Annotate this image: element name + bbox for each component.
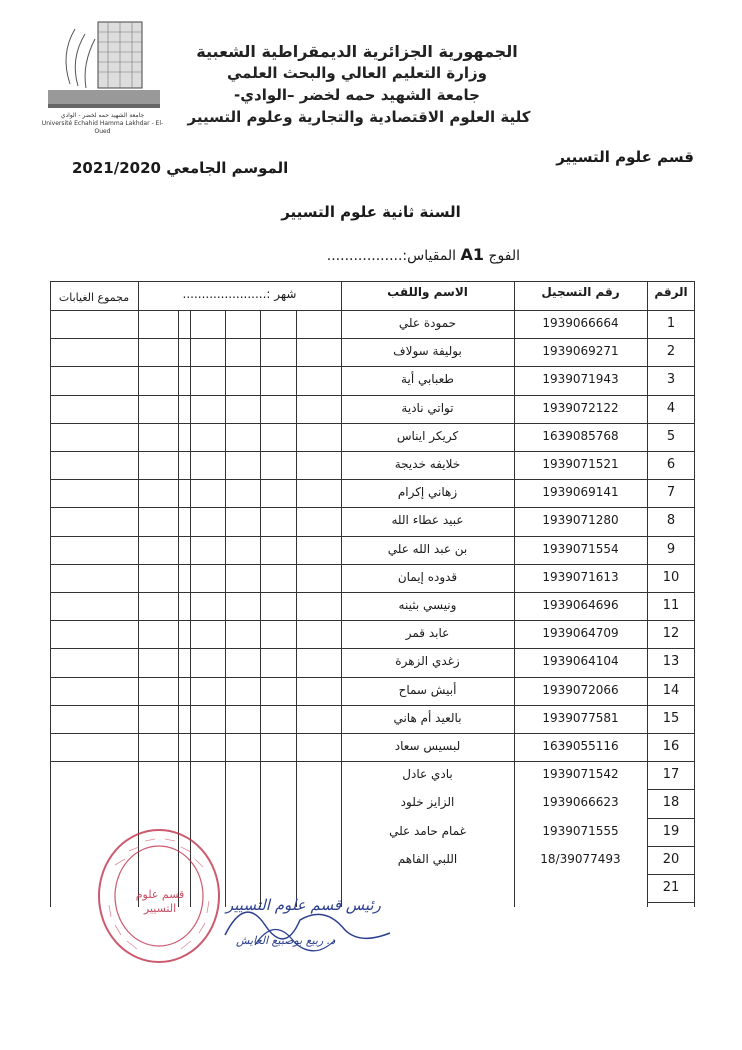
student-name: الزايز خلود <box>400 795 455 810</box>
row-number: 20 <box>662 851 680 867</box>
registration-number: 1939077581 <box>542 710 619 725</box>
column-header-number: الرقم <box>654 285 688 299</box>
registration-number: 1939064696 <box>542 598 619 612</box>
table-gridline <box>50 451 695 452</box>
student-name: طعبابي أية <box>401 372 454 387</box>
row-number: 1 <box>666 316 676 331</box>
registration-number: 18/39077493 <box>540 851 621 866</box>
signature-name: د. ربيع بوصبيع العايش <box>236 934 336 947</box>
student-name: زهاني إكرام <box>397 485 458 500</box>
table-gridline <box>50 479 695 480</box>
signature-title: رئيس قسم علوم التسيير <box>226 896 381 914</box>
row-number: 18 <box>662 795 680 811</box>
row-number: 11 <box>662 598 680 613</box>
column-header-registration: رقم التسجيل <box>541 285 620 299</box>
table-gridline <box>50 310 695 311</box>
row-number: 5 <box>666 428 676 444</box>
logo-caption <box>40 112 165 136</box>
table-gridline <box>50 338 695 339</box>
registration-number: 1939064709 <box>542 626 619 641</box>
registration-number: 1939071542 <box>542 767 619 782</box>
row-number: 21 <box>662 880 680 895</box>
student-name: تواتي نادية <box>401 400 454 415</box>
registration-number: 1939069271 <box>542 344 619 359</box>
row-number: 4 <box>666 400 676 416</box>
student-name: بادي عادل <box>402 767 453 782</box>
department-label: قسم علوم التسيير <box>556 148 694 166</box>
table-gridline <box>50 620 695 621</box>
registration-number: 1939071554 <box>542 541 619 556</box>
table-gridline <box>50 733 695 734</box>
student-name: عبيد عطاء الله <box>391 513 464 528</box>
student-name: غمام حامد علي <box>389 823 466 838</box>
table-gridline <box>50 395 695 396</box>
registration-number: 1939064104 <box>542 654 619 669</box>
registration-number: 1939072122 <box>542 400 619 415</box>
attendance-table <box>50 281 695 907</box>
table-gridline <box>50 507 695 508</box>
registration-number: 1639055116 <box>542 739 619 753</box>
row-number: 8 <box>666 513 676 529</box>
registration-number: 1939071943 <box>542 372 619 387</box>
row-number: 17 <box>662 767 680 783</box>
registration-number: 1939071521 <box>542 457 619 471</box>
student-name: حمودة علي <box>398 316 457 330</box>
group-subject-line <box>327 245 520 264</box>
student-name: بن عبد الله علي <box>387 541 468 556</box>
table-gridline <box>50 677 695 678</box>
header-university: جامعة الشهيد حمه لخضر –الوادي- <box>234 86 480 104</box>
row-number: 16 <box>662 739 680 754</box>
row-number: 9 <box>666 541 676 557</box>
header-faculty: كلية العلوم الاقتصادية والتجارية وعلوم التسيير <box>187 108 531 126</box>
table-gridline <box>50 705 695 706</box>
table-gridline <box>178 310 179 907</box>
student-name: لبسيس سعاد <box>394 739 461 753</box>
table-gridline <box>50 281 695 282</box>
registration-number: 1939066664 <box>542 316 619 330</box>
student-name: اللبي الفاهم <box>397 851 458 866</box>
table-gridline <box>50 423 695 424</box>
row-number: 2 <box>666 344 676 360</box>
year-title: السنة ثانية علوم التسيير <box>281 203 461 221</box>
registration-number: 1939071613 <box>542 569 619 584</box>
table-gridline <box>190 310 191 907</box>
column-header-month: شهر :...................... <box>182 287 297 301</box>
row-number: 7 <box>666 485 676 501</box>
table-gridline <box>647 902 695 903</box>
row-number: 19 <box>662 823 680 839</box>
student-name: كريكر ايناس <box>396 428 459 443</box>
student-name: ونيسي بثينه <box>398 598 457 612</box>
logo-caption-french: Université Echahid Hamma Lakhdar - El-Oued <box>41 120 164 135</box>
registration-number: 1939066623 <box>542 795 619 810</box>
table-gridline <box>50 281 51 907</box>
table-gridline <box>50 592 695 593</box>
logo-caption-arabic: جامعة الشهيد حمه لخضر - الوادي <box>60 112 145 119</box>
table-gridline <box>50 648 695 649</box>
row-number: 12 <box>662 626 680 642</box>
table-gridline <box>647 874 695 875</box>
group-value: A1 <box>460 245 485 264</box>
student-name: بالعيد أم هاني <box>393 710 462 725</box>
table-gridline <box>50 366 695 367</box>
header-ministry: وزارة التعليم العالي والبحث العلمي <box>226 64 488 82</box>
student-name: زغدي الزهرة <box>395 654 460 669</box>
registration-number: 1939069141 <box>542 485 619 500</box>
table-gridline <box>225 310 226 907</box>
table-gridline <box>260 310 261 907</box>
table-gridline <box>50 564 695 565</box>
table-gridline <box>647 789 695 790</box>
student-name: قدوده إيمان <box>397 569 458 584</box>
subject-label: المقياس:................. <box>326 248 457 264</box>
row-number: 13 <box>662 654 680 670</box>
registration-number: 1939071280 <box>542 513 619 528</box>
table-gridline <box>647 818 695 819</box>
row-number: 14 <box>662 682 680 698</box>
row-number: 15 <box>662 710 680 726</box>
column-header-name: الاسم واللقب <box>387 285 468 299</box>
table-gridline <box>296 310 297 907</box>
row-number: 10 <box>662 569 680 585</box>
student-name: أبيش سماح <box>398 682 457 697</box>
student-name: عابد قمر <box>405 626 450 641</box>
row-number: 6 <box>666 457 676 472</box>
table-gridline <box>138 281 139 907</box>
academic-season: الموسم الجامعي 2021/2020 <box>72 159 289 177</box>
table-gridline <box>647 846 695 847</box>
column-header-total-absences: مجموع الغيابات <box>58 291 130 304</box>
group-label: الفوج <box>488 248 520 264</box>
row-number: 3 <box>666 372 676 388</box>
header-republic: الجمهورية الجزائرية الديمقراطية الشعبية <box>196 42 518 61</box>
table-gridline <box>50 761 695 762</box>
student-name: بوليفة سولاف <box>393 344 462 359</box>
registration-number: 1939071555 <box>542 823 619 838</box>
registration-number: 1639085768 <box>542 428 619 443</box>
student-name: خلايفه خديجة <box>394 457 461 471</box>
registration-number: 1939072066 <box>542 682 619 697</box>
stamp-center-text: قسم علوم التسيير <box>135 888 185 915</box>
table-gridline <box>50 536 695 537</box>
